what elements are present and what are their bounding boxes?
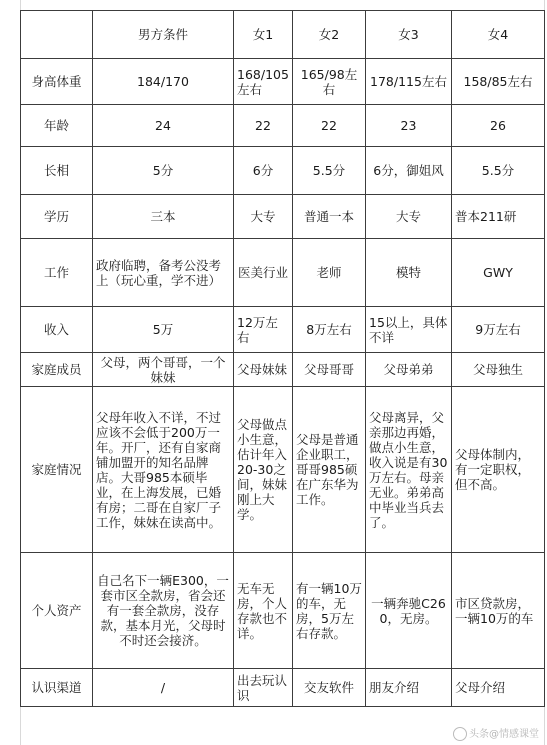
table-cell: 父母，两个哥哥，一个妹妹 [93,353,234,387]
watermark-logo-icon [453,727,467,741]
table-row [21,669,545,707]
watermark [453,725,539,741]
table-cell: 父母体制内，有一定职权，但不高。 [452,387,545,553]
table-cell: 政府临聘，备考公没考上（玩心重，学不进） [93,239,234,307]
row-label: 学历 [21,195,93,239]
table-cell: 普本211研 [452,195,545,239]
table-row [21,105,545,147]
table-cell: 自己名下一辆E300，一套市区全款房，省会还有一套全款房，没存款，基本月光，父母时不时还会接济。 [93,553,234,669]
table-row [21,553,545,669]
table-cell: 有一辆10万的车，无房，5万左右存款。 [293,553,366,669]
table-cell: 15以上，具体不详 [366,307,452,353]
header-cell-f4: 女4 [452,11,545,59]
table-cell: 无车无房，个人存款也不详。 [234,553,293,669]
table-cell: 大专 [366,195,452,239]
table-cell: 出去玩认识 [234,669,293,707]
table-cell: 5分 [93,147,234,195]
table-cell: 父母离异，父亲那边再婚，做点小生意，收入说是有30万左右。母亲无业。弟弟高中毕业当兵去了。 [366,387,452,553]
table-row [21,307,545,353]
row-label: 长相 [21,147,93,195]
row-label: 个人资产 [21,553,93,669]
table-cell: 23 [366,105,452,147]
row-label: 工作 [21,239,93,307]
table-cell: 三本 [93,195,234,239]
table-cell: 一辆奔驰C260，无房。 [366,553,452,669]
table-cell: 医美行业 [234,239,293,307]
table-cell: 朋友介绍 [366,669,452,707]
header-row [21,11,545,59]
table-cell: 父母妹妹 [234,353,293,387]
table-cell: 普通一本 [293,195,366,239]
table-cell: / [93,669,234,707]
table-cell: 22 [234,105,293,147]
table-cell: 9万左右 [452,307,545,353]
table-cell: 24 [93,105,234,147]
table-cell: 6分 [234,147,293,195]
table-cell: 165/98左右 [293,59,366,105]
table-cell: 5.5分 [452,147,545,195]
table-cell: 交友软件 [293,669,366,707]
row-label: 家庭成员 [21,353,93,387]
table-cell: 父母独生 [452,353,545,387]
row-label: 认识渠道 [21,669,93,707]
table-cell: 6分，御姐风 [366,147,452,195]
header-cell-male: 男方条件 [93,11,234,59]
comparison-table [20,10,545,707]
header-cell-f1: 女1 [234,11,293,59]
row-label: 身高体重 [21,59,93,105]
table-cell: 父母哥哥 [293,353,366,387]
row-label: 年龄 [21,105,93,147]
row-label: 收入 [21,307,93,353]
table-row [21,147,545,195]
table-cell: 父母年收入不详，不过应该不会低于200万一年。开厂，还有自家商铺加盟开的知名品牌店。大哥985本硕毕业，在上海发展，已婚有房；二哥在自家厂子工作，妹妹在读高中。 [93,387,234,553]
header-cell-f3: 女3 [366,11,452,59]
row-label: 家庭情况 [21,387,93,553]
table-cell: 8万左右 [293,307,366,353]
header-cell-f2: 女2 [293,11,366,59]
table-cell: 父母做点小生意，估计年入20-30之间，妹妹刚上大学。 [234,387,293,553]
table-row [21,353,545,387]
table-cell: 父母弟弟 [366,353,452,387]
table-cell: GWY [452,239,545,307]
table-cell: 26 [452,105,545,147]
table-cell: 市区贷款房，一辆10万的车 [452,553,545,669]
table-cell: 178/115左右 [366,59,452,105]
table-cell: 父母介绍 [452,669,545,707]
table-cell: 父母是普通企业职工，哥哥985硕在广东华为工作。 [293,387,366,553]
table-cell: 12万左右 [234,307,293,353]
table-row [21,387,545,553]
table-cell: 模特 [366,239,452,307]
table-row [21,239,545,307]
table-cell: 5万 [93,307,234,353]
header-cell-corner [21,11,93,59]
table-cell: 大专 [234,195,293,239]
table-row [21,195,545,239]
table-cell: 158/85左右 [452,59,545,105]
table-cell: 老师 [293,239,366,307]
table-cell: 5.5分 [293,147,366,195]
watermark-text: 头条@情感课堂 [469,729,539,740]
table-cell: 184/170 [93,59,234,105]
table-cell: 168/105左右 [234,59,293,105]
table-cell: 22 [293,105,366,147]
table-row [21,59,545,105]
